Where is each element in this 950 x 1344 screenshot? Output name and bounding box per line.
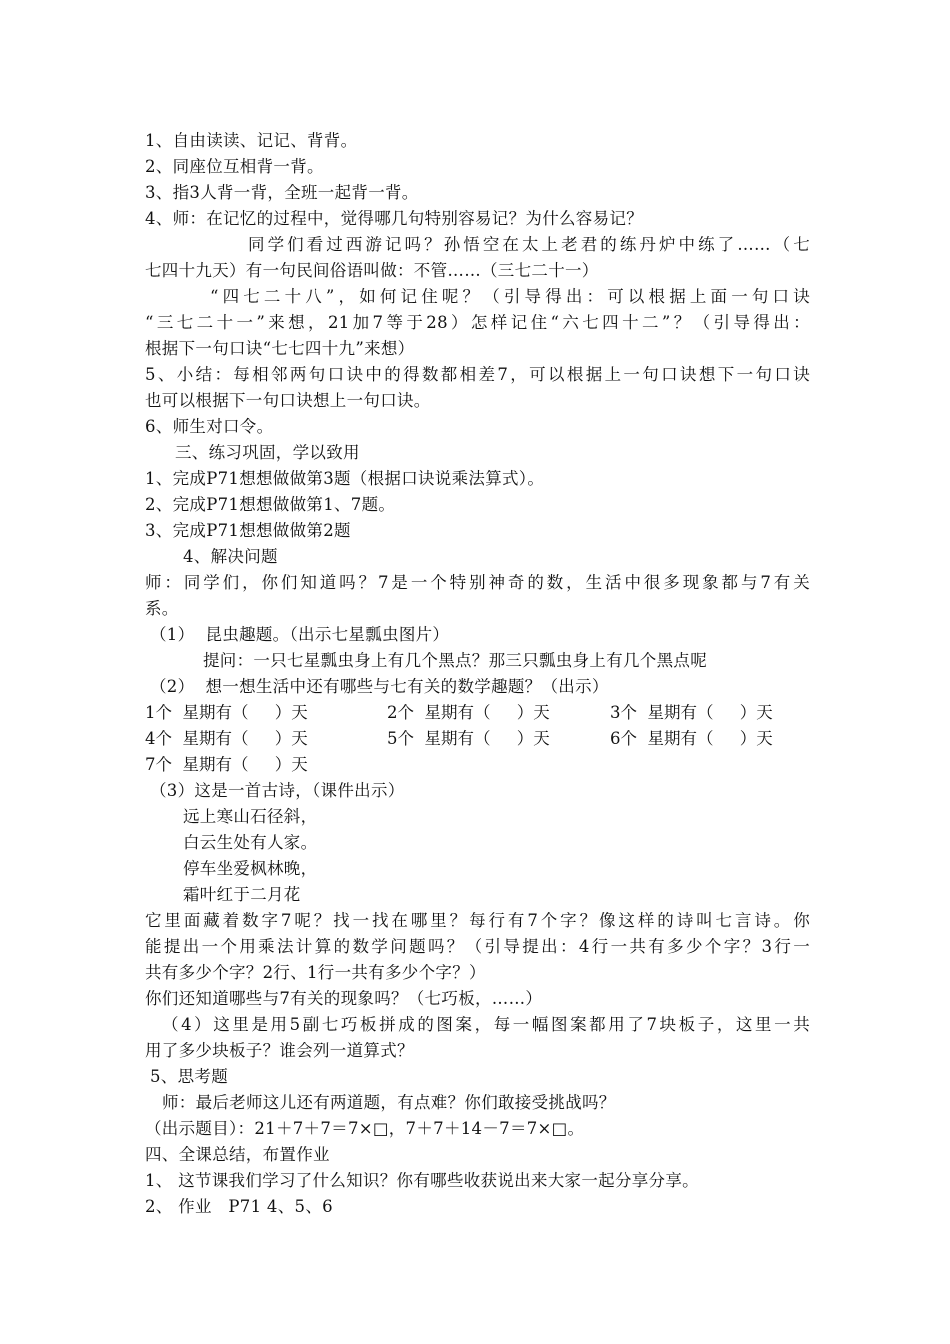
practice-4-heading: 4、解决问题 [183,547,278,566]
poem-question-line-1: 它里面藏着数字7呢？找一找在哪里？每行有7个字？像这样的诗叫七言诗。你 [145,911,810,930]
summary-line-1: 5、小结：每相邻两句口诀中的得数都相差7，可以根据上一句口诀想下一句口诀 [145,365,810,384]
phenomena-line: 你们还知道哪些与7有关的现象吗？（七巧板，……） [145,989,543,1008]
step-3-line: 3、指3人背一背，全班一起背一背。 [145,183,419,202]
question-line: 提问：一只七星瓢虫身上有几个黑点？那三只瓢虫身上有几个黑点呢 [203,651,707,670]
thinking-heading: 5、思考题 [150,1067,228,1086]
challenge-line: 师：最后老师这儿还有两道题，有点难？你们敢接受挑战吗？ [162,1093,616,1112]
story-line-1: 同学们看过西游记吗？孙悟空在太上老君的练丹炉中练了……（七 [248,235,810,254]
teacher-line-1: 师：同学们，你们知道吗？7是一个特别神奇的数，生活中很多现象都与7有关 [145,573,810,592]
poem-question-line-3: 共有多少个字？2行、1行一共有多少个字？） [145,963,486,982]
summary-item-1: 1、 这节课我们学习了什么知识？你有哪些收获说出来大家一起分享分享。 [145,1171,699,1190]
step-1-line: 1、自由读读、记记、背背。 [145,131,358,150]
poem-line-1: 远上寒山石径斜， [183,807,318,826]
practice-3-line: 3、完成P71想想做做第2题 [145,521,351,540]
mnemonic-line-1: “四七二十八”，如何记住呢？（引导得出：可以根据上面一句口诀 [210,287,810,306]
section-3-heading: 三、练习巩固，学以致用 [175,443,360,462]
practice-1-line: 1、完成P71想想做做第3题（根据口诀说乘法算式）。 [145,469,545,488]
insect-puzzle-line: （1） 昆虫趣题。（出示七星瓢虫图片） [150,625,450,644]
poem-line-2: 白云生处有人家。 [183,833,318,852]
week-cell: 7个 星期有（ ）天 [145,755,308,774]
week-cell: 3个 星期有（ ）天 [610,703,773,722]
week-cell: 4个 星期有（ ）天 [145,729,308,748]
life-puzzle-line: （2） 想一想生活中还有哪些与七有关的数学趣题？（出示） [150,677,609,696]
week-cell: 1个 星期有（ ）天 [145,703,308,722]
poem-intro-line: （3）这是一首古诗，（课件出示） [150,781,405,800]
section-4-heading: 四、全课总结，布置作业 [145,1145,330,1164]
step-6-line: 6、师生对口令。 [145,417,274,436]
story-line-2: 七四十九天）有一句民间俗语叫做：不管……（三七二十一） [145,261,599,280]
week-cell: 5个 星期有（ ）天 [387,729,550,748]
step-4-line: 4、师：在记忆的过程中，觉得哪几句特别容易记？为什么容易记？ [145,209,643,228]
poem-line-4: 霜叶红于二月花 [183,885,301,904]
summary-line-2: 也可以根据下一句口诀想上一句口诀。 [145,391,431,410]
mnemonic-line-3: 根据下一句口诀“七七四十九”来想） [145,339,415,358]
week-cell: 2个 星期有（ ）天 [387,703,550,722]
week-cell: 6个 星期有（ ）天 [610,729,773,748]
tangram-line-2: 用了多少块板子？谁会列一道算式？ [145,1041,414,1060]
practice-2-line: 2、完成P71想想做做第1、7题。 [145,495,396,514]
poem-line-3: 停车坐爱枫林晚， [183,859,318,878]
teacher-line-2: 系。 [145,599,179,618]
homework-item: 2、 作业 P71 4、5、6 [145,1197,333,1216]
mnemonic-line-2: “三七二十一”来想，21加7等于28）怎样记住“六七四十二”？（引导得出： [145,313,810,332]
equation-line: （出示题目）：21＋7＋7＝7×□，7＋7＋14－7＝7×□。 [145,1119,585,1138]
step-2-line: 2、同座位互相背一背。 [145,157,324,176]
tangram-line-1: （4）这里是用5副七巧板拼成的图案，每一幅图案都用了7块板子，这里一共 [162,1015,810,1034]
poem-question-line-2: 能提出一个用乘法计算的数学问题吗？（引导提出：4行一共有多少个字？3行一 [145,937,810,956]
